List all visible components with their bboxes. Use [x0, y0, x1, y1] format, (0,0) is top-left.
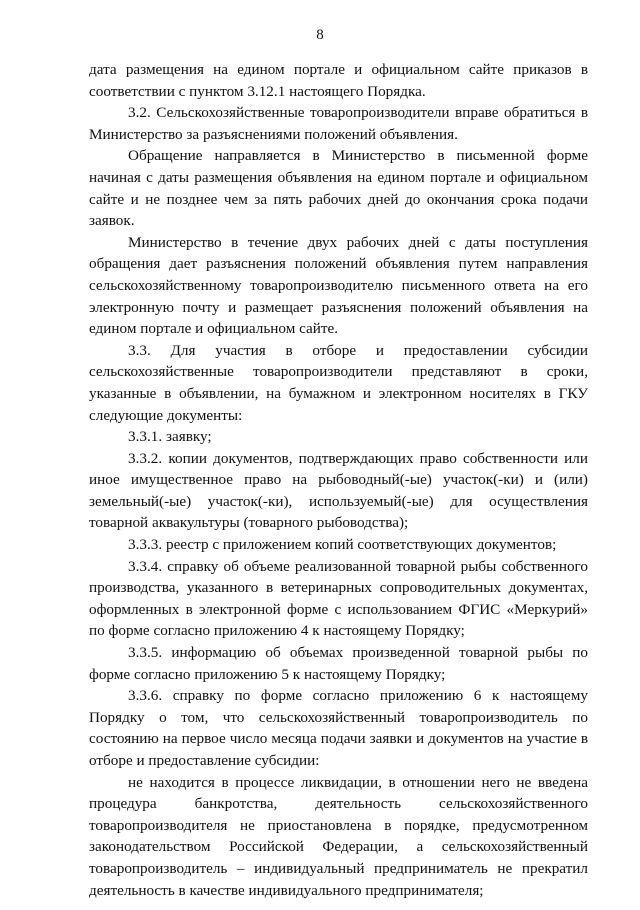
paragraph-3-3-3: 3.3.3. реестр с приложением копий соответствующих документов;: [128, 536, 557, 554]
paragraph-3-3-1: 3.3.1. заявку;: [128, 428, 212, 446]
paragraph-continuation: дата размещения на едином портале и официальном сайте приказов в соответствии с пунктом 3.12.1 настоящего Порядка.: [89, 61, 588, 100]
paragraph-3-3-2: 3.3.2. копии документов, подтверждающих право собственности или иное имущественное право на рыбоводный(-ые) участок(-ки) и (или) земельный(-ые) участок(-ки), используемый(-ые) для осуществления товарной аквакультуры (товарного рыбоводства);: [89, 449, 588, 532]
paragraph-not-liquidated: не находится в процессе ликвидации, в отношении него не введена процедура банкротства, деятельность сельскохозяйственного товаропроизводителя не приостановлена в порядке, предусмотренном законодательством Российской Федерации, а сельскохозяйственный товаропроизводитель – индивидуальный предприниматель не прекратил деятельность в качестве индивидуального предпринимателя;: [89, 773, 588, 899]
paragraph-3-3: 3.3. Для участия в отборе и предоставлении субсидии сельскохозяйственные товаропроизводители представляют в сроки, указанные в объявлении, на бумажном и электронном носителях в ГКУ следующие документы:: [89, 341, 588, 424]
paragraph-3-3-4: 3.3.4. справку об объеме реализованной товарной рыбы собственного производства, указанного в ветеринарных сопроводительных документах, оформленных в электронной форме с использованием ФГИС «Меркурий» по форме согласно приложению 4 к настоящему Порядку;: [89, 557, 588, 640]
paragraph-3-3-5: 3.3.5. информацию об объемах произведенной товарной рыбы по форме согласно приложению 5 к настоящему Порядку;: [89, 644, 588, 683]
paragraph-3-3-6: 3.3.6. справку по форме согласно приложению 6 к настоящему Порядку о том, что сельскохозяйственный товаропроизводитель по состоянию на первое число месяца подачи заявки и документов на участие в отборе и предоставление субсидии:: [89, 687, 588, 769]
document-body: [89, 59, 588, 901]
page-number: 8: [316, 27, 324, 43]
paragraph-ministry-response: Министерство в течение двух рабочих дней с даты поступления обращения дает разъяснения положений объявления путем направления сельскохозяйственному товаропроизводителю письменного ответа на его электронную почту и размещает разъяснения положений объявления на едином портале и официальном сайте.: [89, 233, 588, 338]
paragraph-appeal: Обращение направляется в Министерство в письменной форме начиная с даты размещения объявления на едином портале и официальном сайте и не позднее чем за пять рабочих дней до окончания срока подачи заявок.: [89, 147, 588, 230]
paragraph-3-2: 3.2. Сельскохозяйственные товаропроизводители вправе обратиться в Министерство за разъяснениями положений объявления.: [89, 104, 588, 143]
